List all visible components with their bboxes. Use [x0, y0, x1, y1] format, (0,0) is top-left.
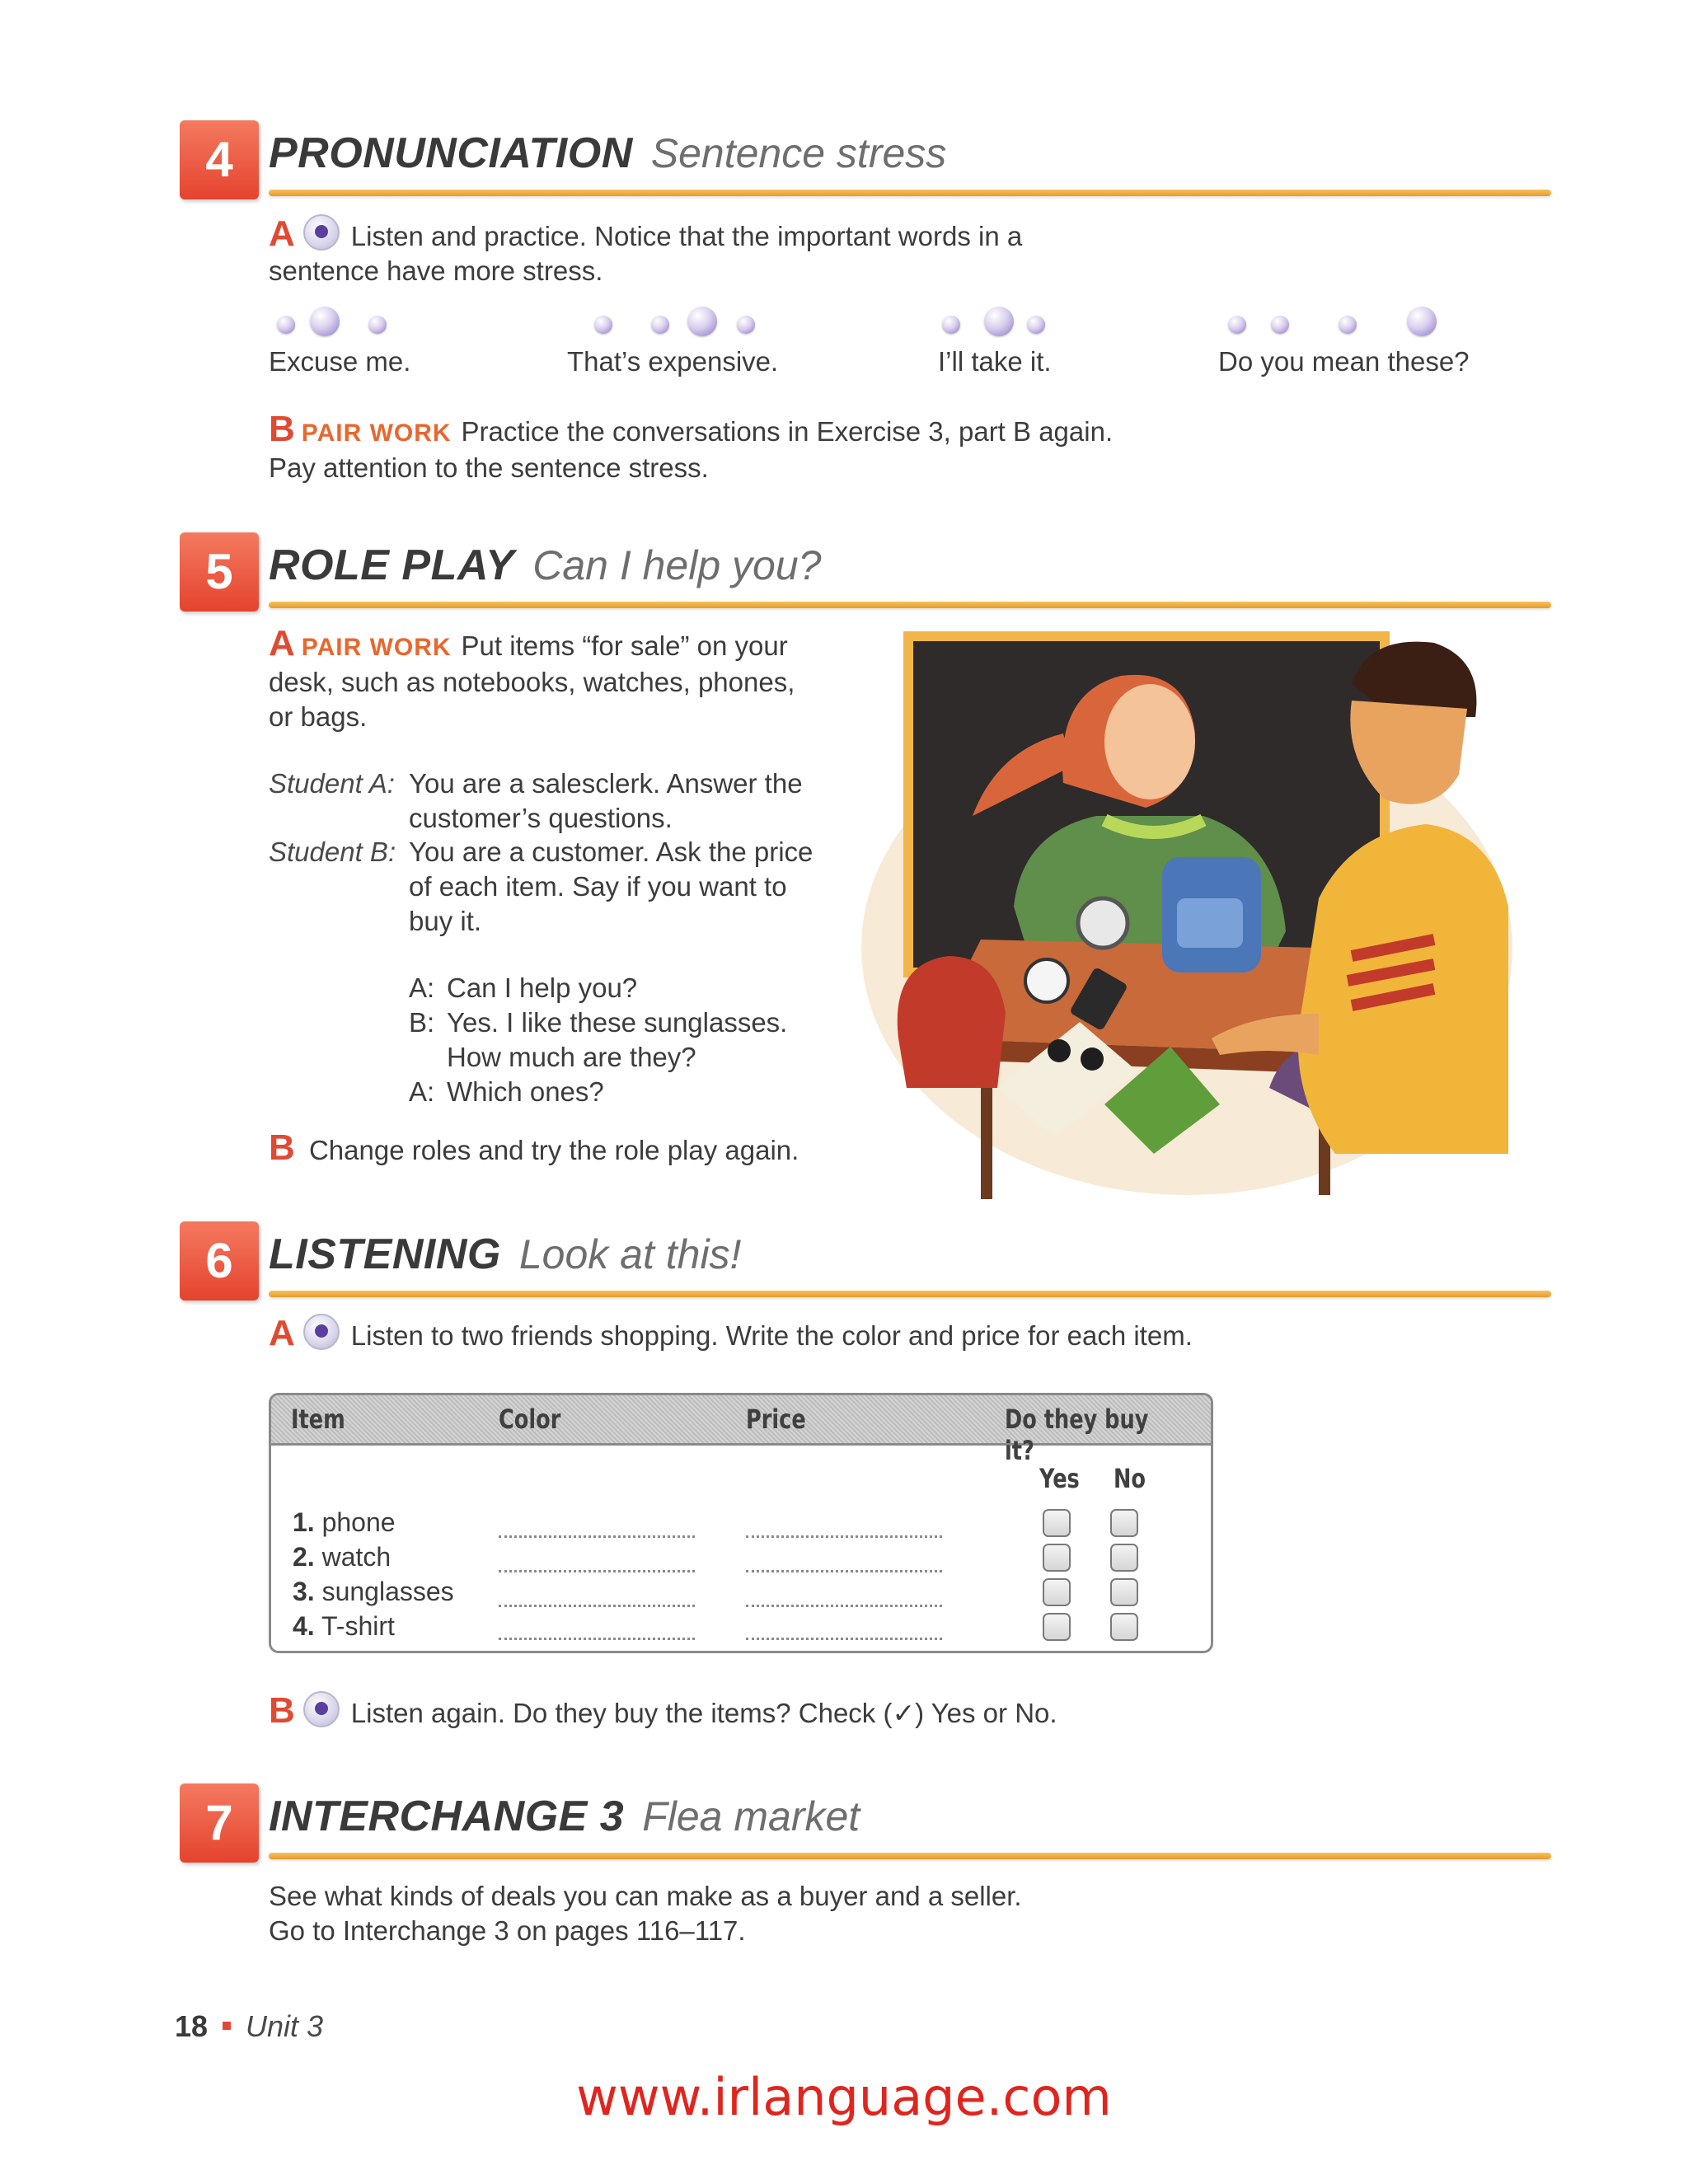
stress-dot-unstressed: [594, 316, 612, 334]
dialog-speaker: B:: [409, 1007, 435, 1038]
price-blank[interactable]: [746, 1605, 942, 1607]
no-checkbox[interactable]: [1110, 1544, 1138, 1572]
instruction-text: See what kinds of deals you can make as a buyer and a seller.: [269, 1881, 1022, 1911]
instruction-text: Put items “for sale” on your: [461, 630, 788, 661]
footer-separator: [223, 2022, 231, 2030]
watch: [1078, 898, 1128, 948]
girl-face: [1104, 684, 1195, 799]
dialog-lines-col: [447, 971, 787, 1109]
role-text: You are a salesclerk. Answer the: [409, 768, 803, 799]
clock: [1025, 959, 1068, 1002]
no-checkbox[interactable]: [1110, 1578, 1138, 1606]
instruction-text: Pay attention to the sentence stress.: [269, 452, 709, 483]
section-number-badge: 7: [180, 1783, 259, 1863]
section-title: ROLE PLAY: [269, 541, 515, 589]
role-text: You are a customer. Ask the price: [409, 837, 814, 867]
stress-dot-stressed: [687, 307, 717, 336]
section-heading: [269, 1792, 860, 1841]
yes-checkbox[interactable]: [1043, 1509, 1071, 1537]
heading-rule: [269, 1853, 1551, 1859]
listening-table: [269, 1393, 1213, 1653]
exercise-5b: [269, 1127, 862, 1168]
part-letter: A: [269, 623, 295, 663]
table-row: [293, 1507, 396, 1538]
dialog-line: Yes. I like these sunglasses.: [447, 1007, 788, 1038]
row-number: 4.: [293, 1611, 315, 1641]
color-blank[interactable]: [499, 1570, 695, 1572]
yes-header: Yes: [1039, 1463, 1080, 1494]
row-number: 1.: [293, 1507, 315, 1537]
section-title: LISTENING: [269, 1230, 501, 1278]
role-text: of each item. Say if you want to: [409, 871, 787, 902]
section-subtitle: Can I help you?: [532, 542, 822, 588]
audio-icon[interactable]: [303, 214, 340, 251]
student-a-role: [409, 766, 803, 836]
backpack-pocket: [1177, 898, 1243, 948]
student-b-label: Student B:: [269, 837, 396, 867]
audio-icon[interactable]: [303, 1314, 340, 1350]
example-sentence: I’ll take it.: [938, 346, 1052, 377]
exercise-7: [269, 1879, 1505, 1948]
stress-dot-stressed: [1407, 307, 1437, 336]
page-number: 18: [175, 2009, 209, 2043]
part-letter: A: [269, 1313, 295, 1353]
no-checkbox[interactable]: [1110, 1509, 1138, 1537]
stress-dot-unstressed: [277, 316, 295, 334]
role-text: buy it.: [409, 906, 482, 936]
exercise-6b: [269, 1691, 1505, 1731]
role-text: customer’s questions.: [409, 803, 673, 833]
table-row: [293, 1542, 391, 1572]
part-letter: A: [269, 213, 295, 254]
heading-rule: [269, 190, 1551, 196]
part-letter: B: [269, 409, 295, 449]
audio-icon[interactable]: [303, 1691, 340, 1727]
row-number: 3.: [293, 1577, 315, 1606]
row-item: sunglasses: [321, 1577, 454, 1606]
dialog-speaker-col: [409, 971, 434, 1109]
row-item: watch: [321, 1542, 392, 1572]
stress-dot-unstressed: [651, 316, 669, 334]
column-header: Do they buy it?: [1005, 1404, 1149, 1466]
row-item: T-shirt: [321, 1611, 395, 1641]
student-a-label: Student A:: [269, 768, 395, 799]
section-number-badge: 5: [180, 532, 259, 612]
instruction-text: Listen and practice. Notice that the important words in a: [350, 221, 1023, 251]
column-header: Item: [291, 1404, 345, 1435]
stress-dot-unstressed: [368, 316, 387, 334]
color-blank[interactable]: [499, 1638, 695, 1640]
exercise-6a: [269, 1314, 1505, 1353]
stress-dot-stressed: [984, 307, 1014, 336]
table-row: [293, 1611, 395, 1642]
section-number-badge: 6: [180, 1221, 259, 1301]
dialog-line: Can I help you?: [447, 972, 638, 1003]
stress-dot-unstressed: [737, 316, 755, 334]
dialog-line: How much are they?: [447, 1042, 696, 1072]
red-backpack: [898, 956, 1006, 1088]
sunglasses-lens: [1081, 1047, 1104, 1071]
yes-checkbox[interactable]: [1043, 1613, 1071, 1641]
stress-dot-unstressed: [1228, 316, 1246, 334]
instruction-text: desk, such as notebooks, watches, phones,: [269, 667, 795, 697]
no-header: No: [1114, 1463, 1146, 1494]
student-b-role: [409, 835, 813, 939]
instruction-text: Listen to two friends shopping. Write the color and price for each item.: [350, 1320, 1193, 1351]
stress-dot-unstressed: [942, 316, 960, 334]
dialog-speaker: A:: [409, 1076, 435, 1107]
exercise-4a: [269, 214, 1505, 288]
example-sentence: That’s expensive.: [567, 346, 779, 377]
stress-dot-stressed: [310, 307, 340, 336]
instruction-text: or bags.: [269, 701, 368, 732]
section-heading: [269, 1230, 741, 1279]
stress-dot-unstressed: [1271, 316, 1289, 334]
instruction-text: Listen again. Do they buy the items? Check (✓) Yes or No.: [350, 1698, 1057, 1728]
section-title: PRONUNCIATION: [269, 129, 633, 177]
stress-dot-unstressed: [1339, 316, 1357, 334]
price-blank[interactable]: [746, 1535, 942, 1538]
instruction-text: sentence have more stress.: [269, 255, 603, 286]
section-subtitle: Flea market: [642, 1793, 860, 1840]
color-blank[interactable]: [499, 1535, 695, 1538]
sunglasses-lens: [1048, 1039, 1071, 1062]
example-sentence: Do you mean these?: [1218, 346, 1470, 377]
unit-label: Unit 3: [246, 2009, 324, 2043]
price-blank[interactable]: [746, 1570, 942, 1572]
column-header: Price: [746, 1404, 806, 1435]
example-sentence: Excuse me.: [269, 346, 411, 377]
stress-dot-unstressed: [1027, 316, 1045, 334]
no-checkbox[interactable]: [1110, 1613, 1138, 1641]
column-header: Color: [499, 1404, 561, 1435]
watermark-url[interactable]: www.irlanguage.com: [576, 2067, 1112, 2127]
instruction-text: Change roles and try the role play again.: [308, 1135, 799, 1165]
dialog-line: Which ones?: [447, 1076, 604, 1107]
row-number: 2.: [293, 1542, 315, 1572]
dialog-speaker: A:: [409, 972, 435, 1003]
color-blank[interactable]: [499, 1605, 695, 1607]
heading-rule: [269, 602, 1551, 608]
yes-checkbox[interactable]: [1043, 1544, 1071, 1572]
part-letter: B: [269, 1127, 295, 1168]
exercise-4b: [269, 409, 1505, 485]
section-subtitle: Sentence stress: [650, 130, 947, 176]
instruction-text: Go to Interchange 3 on pages 116–117.: [269, 1915, 746, 1946]
table-row: [293, 1577, 454, 1607]
section-title: INTERCHANGE 3: [269, 1793, 625, 1840]
row-item: phone: [321, 1507, 396, 1537]
role-play-illustration: [857, 626, 1517, 1203]
yes-checkbox[interactable]: [1043, 1578, 1071, 1606]
section-number-badge: 4: [180, 120, 259, 199]
part-letter: B: [269, 1690, 295, 1731]
heading-rule: [269, 1291, 1551, 1297]
table-header: [271, 1395, 1211, 1466]
section-heading: [269, 541, 821, 590]
section-subtitle: Look at this!: [518, 1231, 742, 1277]
pair-work-label: PAIR WORK: [301, 634, 452, 661]
pair-work-label: PAIR WORK: [301, 419, 452, 447]
instruction-text: Practice the conversations in Exercise 3, part B again.: [461, 416, 1114, 447]
exercise-5a: [269, 623, 862, 734]
section-heading: [269, 129, 946, 178]
price-blank[interactable]: [746, 1638, 942, 1640]
